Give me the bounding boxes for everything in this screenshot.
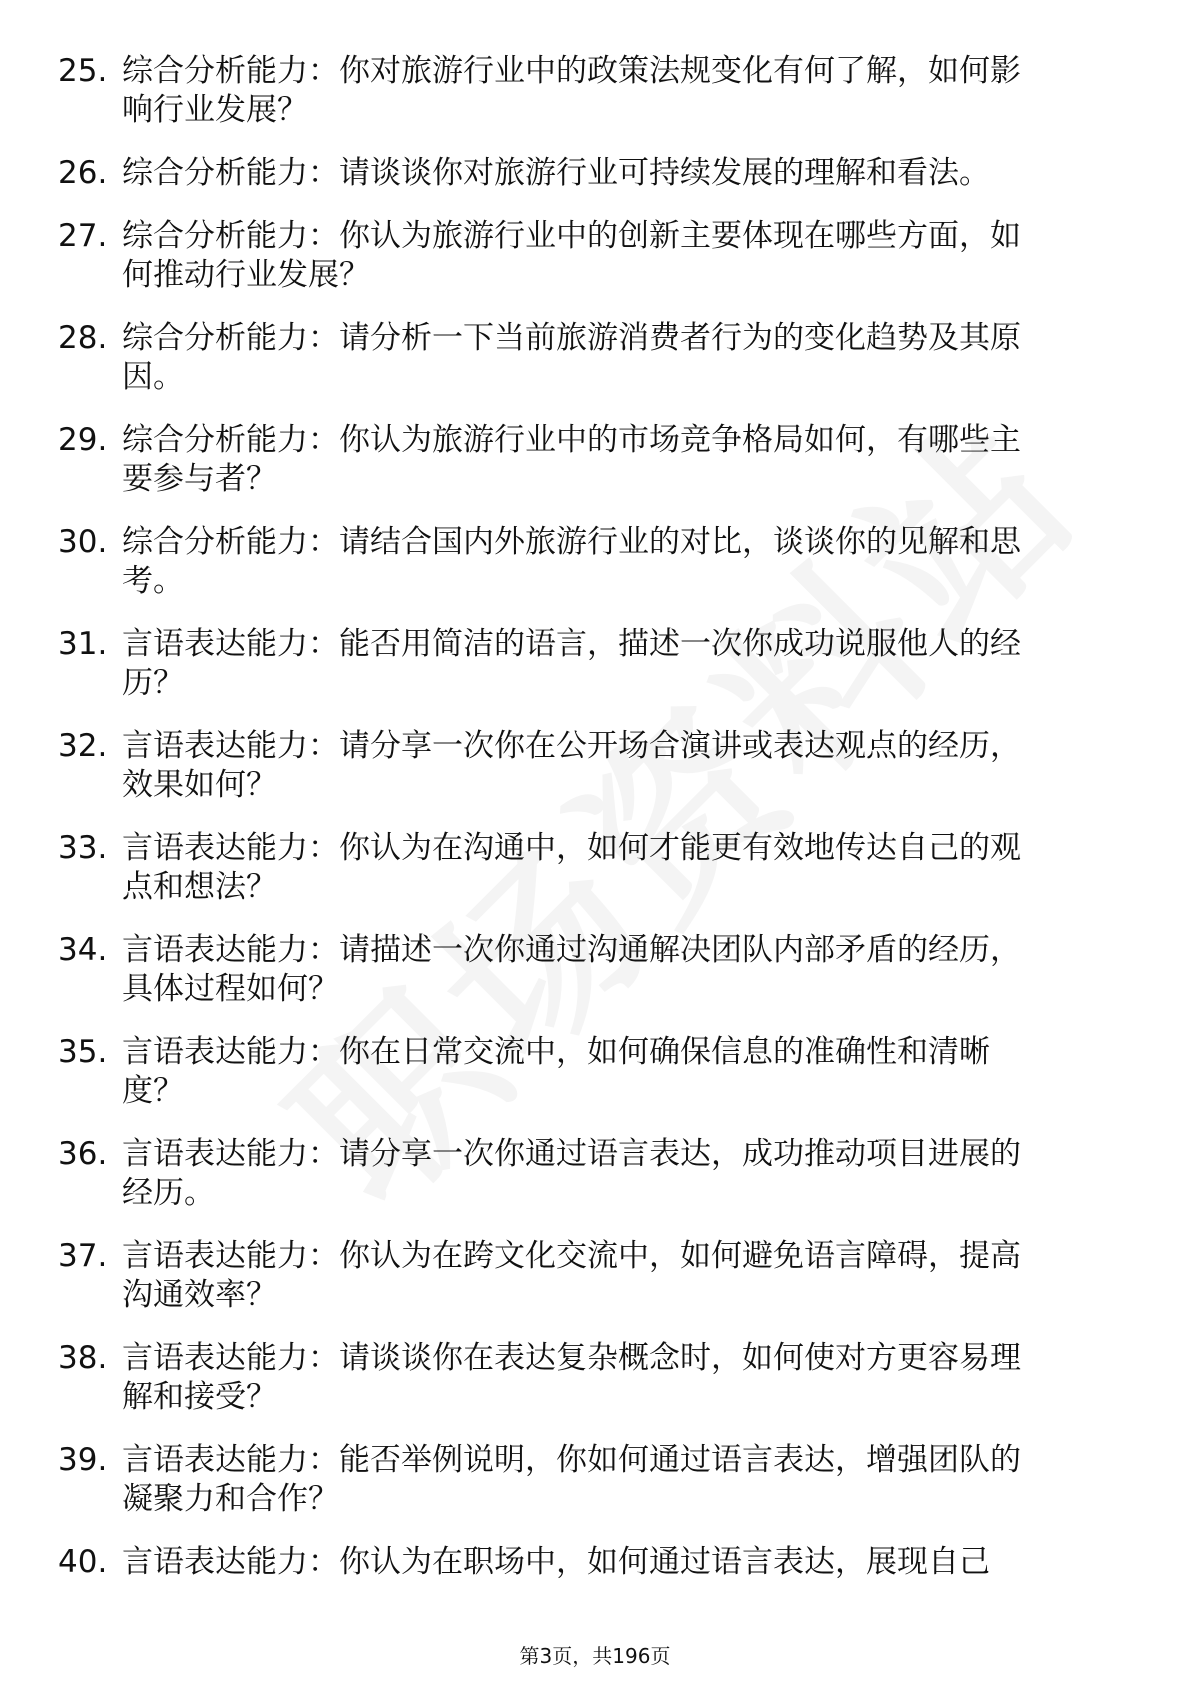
question-number: 31. — [58, 626, 108, 662]
question-number: 39. — [58, 1442, 108, 1478]
question-item — [58, 319, 1118, 397]
question-text: 请描述一次你通过沟通解决团队内部矛盾的经历，具体过程如何？ — [122, 932, 1021, 1007]
question-separator: ： — [308, 1136, 339, 1172]
question-number: 26. — [58, 155, 108, 191]
question-category: 言语表达能力 — [122, 728, 308, 764]
question-item — [58, 727, 1118, 805]
page-footer — [0, 1640, 1190, 1669]
question-category: 言语表达能力 — [122, 1034, 308, 1070]
question-text: 你认为在职场中，如何通过语言表达，展现自己 — [339, 1544, 990, 1580]
question-number: 40. — [58, 1544, 108, 1580]
question-item — [58, 1135, 1118, 1213]
question-item — [58, 154, 1118, 193]
question-text: 你认为旅游行业中的市场竞争格局如何，有哪些主要参与者？ — [122, 422, 1021, 497]
question-separator: ： — [308, 1442, 339, 1478]
question-list — [58, 52, 1118, 1606]
question-body — [122, 1237, 1042, 1315]
question-category: 综合分析能力 — [122, 320, 308, 356]
question-category: 言语表达能力 — [122, 1238, 308, 1274]
question-number: 28. — [58, 320, 108, 356]
question-separator: ： — [308, 1238, 339, 1274]
question-category: 综合分析能力 — [122, 53, 308, 89]
question-number: 36. — [58, 1136, 108, 1172]
question-body — [122, 931, 1042, 1009]
question-text: 你认为旅游行业中的创新主要体现在哪些方面，如何推动行业发展？ — [122, 218, 1021, 293]
question-text: 你在日常交流中，如何确保信息的准确性和清晰度？ — [122, 1034, 990, 1109]
question-number: 35. — [58, 1034, 108, 1070]
question-category: 言语表达能力 — [122, 830, 308, 866]
question-item — [58, 1033, 1118, 1111]
question-body — [122, 1543, 1042, 1582]
question-body — [122, 217, 1042, 295]
question-text: 请结合国内外旅游行业的对比，谈谈你的见解和思考。 — [122, 524, 1021, 599]
question-body — [122, 829, 1042, 907]
question-text: 请分享一次你在公开场合演讲或表达观点的经历，效果如何？ — [122, 728, 1021, 803]
question-separator: ： — [308, 932, 339, 968]
question-number: 33. — [58, 830, 108, 866]
question-item — [58, 1237, 1118, 1315]
question-body — [122, 1339, 1042, 1417]
question-body — [122, 1033, 1042, 1111]
question-text: 能否用简洁的语言，描述一次你成功说服他人的经历？ — [122, 626, 1021, 701]
question-separator: ： — [308, 728, 339, 764]
question-item — [58, 421, 1118, 499]
question-item — [58, 931, 1118, 1009]
question-category: 言语表达能力 — [122, 1136, 308, 1172]
question-category: 综合分析能力 — [122, 218, 308, 254]
question-body — [122, 1441, 1042, 1519]
question-text: 请谈谈你在表达复杂概念时，如何使对方更容易理解和接受？ — [122, 1340, 1021, 1415]
question-body — [122, 52, 1042, 130]
question-category: 言语表达能力 — [122, 932, 308, 968]
question-item — [58, 52, 1118, 130]
question-category: 言语表达能力 — [122, 1340, 308, 1376]
question-item — [58, 217, 1118, 295]
question-separator: ： — [308, 1340, 339, 1376]
question-body — [122, 421, 1042, 499]
question-separator: ： — [308, 524, 339, 560]
question-number: 27. — [58, 218, 108, 254]
question-text: 请分享一次你通过语言表达，成功推动项目进展的经历。 — [122, 1136, 1021, 1211]
question-separator: ： — [308, 422, 339, 458]
page-number-label: 第3页，共196页 — [519, 1644, 671, 1668]
question-category: 言语表达能力 — [122, 626, 308, 662]
question-separator: ： — [308, 830, 339, 866]
question-number: 30. — [58, 524, 108, 560]
question-body — [122, 727, 1042, 805]
question-number: 25. — [58, 53, 108, 89]
question-text: 你认为在沟通中，如何才能更有效地传达自己的观点和想法？ — [122, 830, 1021, 905]
question-number: 32. — [58, 728, 108, 764]
question-separator: ： — [308, 320, 339, 356]
question-category: 综合分析能力 — [122, 524, 308, 560]
question-category: 综合分析能力 — [122, 422, 308, 458]
question-body — [122, 154, 1042, 193]
question-item — [58, 625, 1118, 703]
question-category: 综合分析能力 — [122, 155, 308, 191]
question-separator: ： — [308, 1034, 339, 1070]
question-separator: ： — [308, 218, 339, 254]
question-item — [58, 1543, 1118, 1582]
question-category: 言语表达能力 — [122, 1442, 308, 1478]
question-body — [122, 319, 1042, 397]
question-body — [122, 1135, 1042, 1213]
question-text: 你认为在跨文化交流中，如何避免语言障碍，提高沟通效率？ — [122, 1238, 1021, 1313]
question-item — [58, 1441, 1118, 1519]
question-body — [122, 625, 1042, 703]
question-body — [122, 523, 1042, 601]
question-number: 34. — [58, 932, 108, 968]
question-category: 言语表达能力 — [122, 1544, 308, 1580]
question-text: 请谈谈你对旅游行业可持续发展的理解和看法。 — [339, 155, 990, 191]
question-item — [58, 829, 1118, 907]
question-item — [58, 1339, 1118, 1417]
question-number: 38. — [58, 1340, 108, 1376]
question-separator: ： — [308, 155, 339, 191]
question-separator: ： — [308, 626, 339, 662]
question-text: 能否举例说明，你如何通过语言表达，增强团队的凝聚力和合作？ — [122, 1442, 1021, 1517]
question-text: 请分析一下当前旅游消费者行为的变化趋势及其原因。 — [122, 320, 1021, 395]
question-number: 37. — [58, 1238, 108, 1274]
question-separator: ： — [308, 53, 339, 89]
question-separator: ： — [308, 1544, 339, 1580]
question-text: 你对旅游行业中的政策法规变化有何了解，如何影响行业发展？ — [122, 53, 1021, 128]
question-item — [58, 523, 1118, 601]
question-number: 29. — [58, 422, 108, 458]
